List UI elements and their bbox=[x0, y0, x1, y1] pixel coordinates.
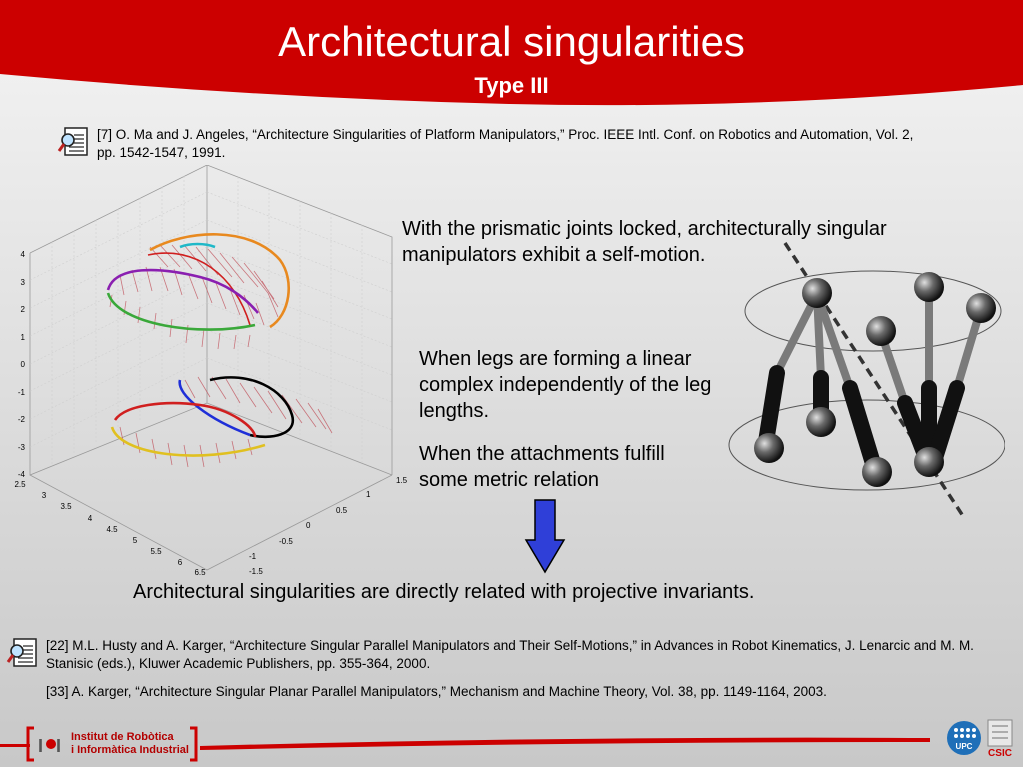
reference-karger: [33] A. Karger, “Architecture Singular Planar Parallel Manipulators,” Mechanism and Machine Theory, Vol. 38, pp. 1149-1164, 2003. bbox=[46, 684, 827, 699]
y-axis-ticks bbox=[249, 476, 408, 576]
z-tick: 0 bbox=[20, 360, 25, 369]
y-tick: -1.5 bbox=[249, 567, 263, 576]
conclusion-text: Architectural singularities are directly related with projective invariants. bbox=[133, 581, 755, 603]
z-tick: -1 bbox=[17, 388, 25, 397]
curve-green bbox=[108, 293, 255, 330]
x-tick: 6 bbox=[177, 558, 183, 567]
csic-logo bbox=[984, 718, 1016, 760]
plot-curves bbox=[108, 234, 293, 455]
institute-line-1: Institut de Robòtica bbox=[71, 731, 174, 743]
condition-linear-complex: When legs are forming a linear complex independently of the leg lengths. bbox=[419, 348, 712, 422]
y-tick: 1 bbox=[366, 490, 371, 499]
document-magnifier-icon bbox=[6, 636, 40, 670]
x-tick: 3.5 bbox=[60, 502, 72, 511]
x-tick: 2.5 bbox=[14, 480, 26, 489]
curve-cyan bbox=[180, 244, 215, 247]
reference-husty-karger: [22] M.L. Husty and A. Karger, “Architecture Singular Parallel Manipulators and Their Self-Motions,” in Advances in Robot Kinematics, J. Lenarcic and M. M. Stanisic (eds.), Kluwer Academic Publishers, pp. 355-364, 2000. bbox=[46, 638, 974, 671]
x-tick: 5.5 bbox=[150, 547, 162, 556]
slide-title: Architectural singularities bbox=[278, 18, 745, 65]
z-tick: 3 bbox=[20, 278, 25, 287]
y-tick: 0.5 bbox=[336, 506, 348, 515]
self-motion-3d-plot bbox=[0, 165, 415, 580]
x-tick: 5 bbox=[132, 536, 138, 545]
architecturally-singular-manipulator-illustration bbox=[725, 238, 1005, 523]
y-tick: -0.5 bbox=[279, 537, 293, 546]
slide-subtitle: Type III bbox=[474, 73, 549, 98]
x-axis-ticks bbox=[14, 480, 206, 577]
self-motion-text: With the prismatic joints locked, architecturally singular manipulators exhibit a self-motion. bbox=[402, 218, 887, 266]
plot-hatching bbox=[110, 245, 332, 467]
upc-logo-text: UPC bbox=[955, 742, 973, 751]
slide-header bbox=[0, 0, 1023, 115]
x-tick: 4 bbox=[87, 514, 93, 523]
csic-logo-text: CSIC bbox=[988, 748, 1012, 759]
manipulator-legs bbox=[765, 288, 981, 470]
x-tick: 4.5 bbox=[106, 525, 118, 534]
z-tick: 2 bbox=[20, 305, 25, 314]
x-tick: 3 bbox=[41, 491, 47, 500]
z-axis-ticks bbox=[18, 250, 26, 479]
curve-red-upper bbox=[148, 253, 250, 325]
z-tick: -2 bbox=[17, 415, 25, 424]
z-tick: 4 bbox=[20, 250, 25, 259]
z-tick: 1 bbox=[20, 333, 25, 342]
z-tick: -4 bbox=[17, 470, 25, 479]
condition-metric-relation: When the attachments fulfill some metric relation bbox=[419, 443, 665, 491]
y-tick: -1 bbox=[249, 552, 257, 561]
upc-logo bbox=[946, 720, 982, 756]
svg-text:I: I bbox=[56, 736, 62, 756]
institute-name bbox=[71, 731, 189, 757]
y-tick: 1.5 bbox=[396, 476, 408, 485]
svg-text:I: I bbox=[38, 736, 44, 756]
curve-purple bbox=[108, 270, 258, 313]
y-tick: 0 bbox=[306, 521, 311, 530]
document-magnifier-icon bbox=[57, 125, 91, 159]
institute-line-2: i Informàtica Industrial bbox=[71, 744, 189, 756]
z-tick: -3 bbox=[17, 443, 25, 452]
plot-grid bbox=[30, 176, 392, 464]
curve-orange bbox=[150, 234, 289, 327]
reference-top: [7] O. Ma and J. Angeles, “Architecture Singularities of Platform Manipulators,” Proc. IEEE Intl. Conf. on Robotics and Automation, Vol. 2, pp. 1542-1547, 1991. bbox=[97, 127, 914, 160]
down-arrow-icon bbox=[524, 498, 566, 574]
x-tick: 6.5 bbox=[194, 568, 206, 577]
